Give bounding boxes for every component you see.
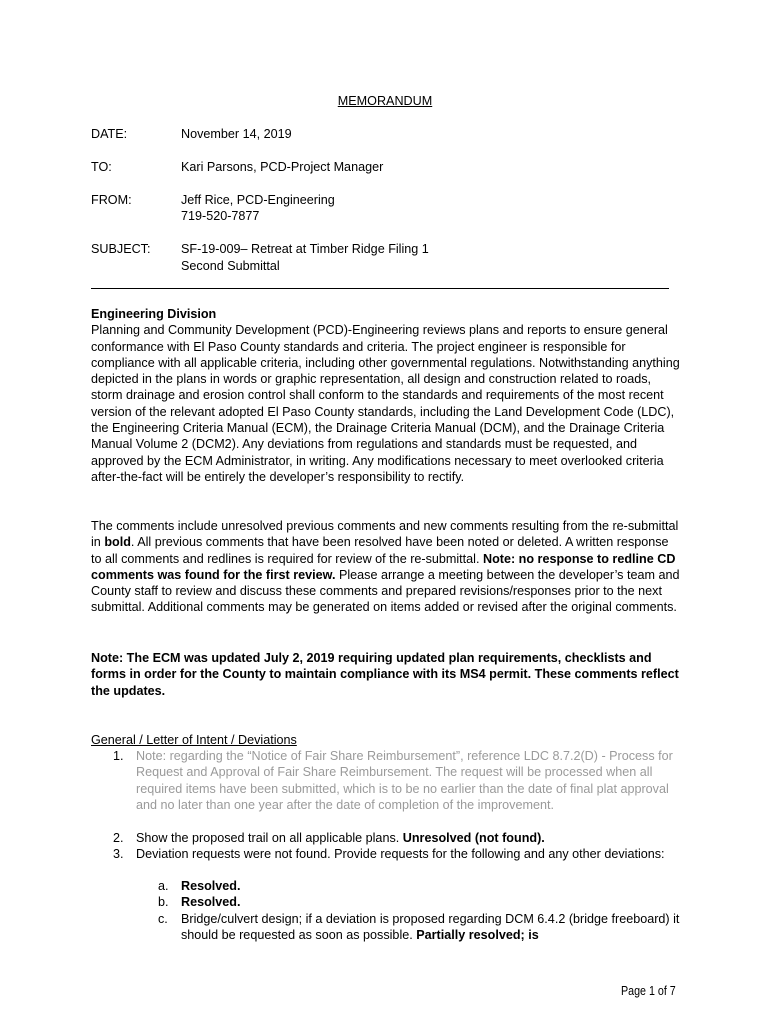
sub-item-b-text: Resolved. [181,895,241,909]
sub-item-c-status: Partially resolved; is [416,928,539,943]
sub-item-a-letter: a. [158,879,169,893]
comments-text [91,518,681,616]
comments-paragraph [91,518,681,616]
sub-item-a-text: Resolved. [181,879,241,893]
sub-item-b-letter: b. [158,895,169,909]
sub-item-c-plain: Bridge/culvert design; if a deviation is proposed regarding DCM 6.4.2 (bridge freeboard) it should be requested as soon as possible. [181,912,680,943]
list-item-2-text [136,830,681,846]
subject-value-2: Second Submittal [181,259,280,273]
comments-part1: The comments include unresolved previous comments and new comments resulting from the re-submittal in [91,519,679,550]
list-item-1-number: 1. [113,749,124,763]
list-item-2-number: 2. [113,831,124,845]
to-label: TO: [91,160,112,174]
section-heading: General / Letter of Intent / Deviations [91,733,297,747]
subject-value: SF-19-009– Retreat at Timber Ridge Filing 1 [181,242,429,256]
engineering-heading: Engineering Division [91,307,217,321]
list-item-1-text: Note: regarding the “Notice of Fair Share Reimbursement”, reference LDC 8.7.2(D) - Process for Request and Approval of Fair Share Reimbursement. The request will be processed when all required items have been submitted, which is to be no earlier than the date of final plat approval and no later than one year after the date of completion of the improvement. [136,749,673,812]
from-label: FROM: [91,193,132,207]
comments-part2: . All previous comments that have been resolved have been noted or deleted. A written response to all comments and redlines is required for review of the re-submittal. [91,535,669,566]
list-item-3-number: 3. [113,847,124,861]
from-value-name: Jeff Rice, PCD-Engineering [181,193,335,207]
header-divider [91,288,669,289]
subject-label: SUBJECT: [91,242,151,256]
list-item-2-status: Unresolved (not found). [402,831,545,845]
sub-item-c-letter: c. [158,912,168,926]
page-number: Page 1 of 7 [621,984,676,998]
list-item-3-text: Deviation requests were not found. Provide requests for the following and any other deviations: [136,847,665,861]
list-item-2-plain: Show the proposed trail on all applicable plans. [136,831,403,845]
comments-bold-note: Note: no response to redline CD comments was found for the first review. [91,551,676,582]
engineering-paragraph: Planning and Community Development (PCD)-Engineering reviews plans and reports to ensure general conformance with El Paso County standards and criteria. The project engineer is responsible for compliance with all applicable criteria, including other governmental regulations. Notwithstanding anything depicted in the plans in words or graphic representation, all design and construction related to roads, storm drainage and erosion control shall conform to the standards and requirements of the most recent version of the relevant adopted El Paso County standards, including the Land Development Code (LDC), the Engineering Criteria Manual (ECM), the Drainage Criteria Manual (DCM), and the Drainage Criteria Manual Volume 2 (DCM2). Any deviations from regulations and standards must be requested, and approved by the ECM Administrator, in writing. Any modifications necessary to meet overlooked criteria after-the-fact will be entirely the developer’s responsibility to rectify. [91,323,680,484]
date-label: DATE: [91,127,128,141]
comments-part3: Please arrange a meeting between the developer’s team and County staff to review and discuss these comments and prepared revisions/responses prior to the next submittal. Additional comments may be generated on items added or revised after the original comments. [91,567,680,615]
sub-item-c-text [181,911,681,944]
from-value-phone: 719-520-7877 [181,209,260,223]
comments-bold-word: bold [104,535,131,550]
date-value: November 14, 2019 [181,127,292,141]
memo-title: MEMORANDUM [337,94,433,108]
ecm-note: Note: The ECM was updated July 2, 2019 requiring updated plan requirements, checklists and forms in order for the County to maintain compliance with its MS4 permit. These comments reflect the updates. [91,651,679,698]
to-value: Kari Parsons, PCD-Project Manager [181,160,384,174]
engineering-section [91,306,681,485]
